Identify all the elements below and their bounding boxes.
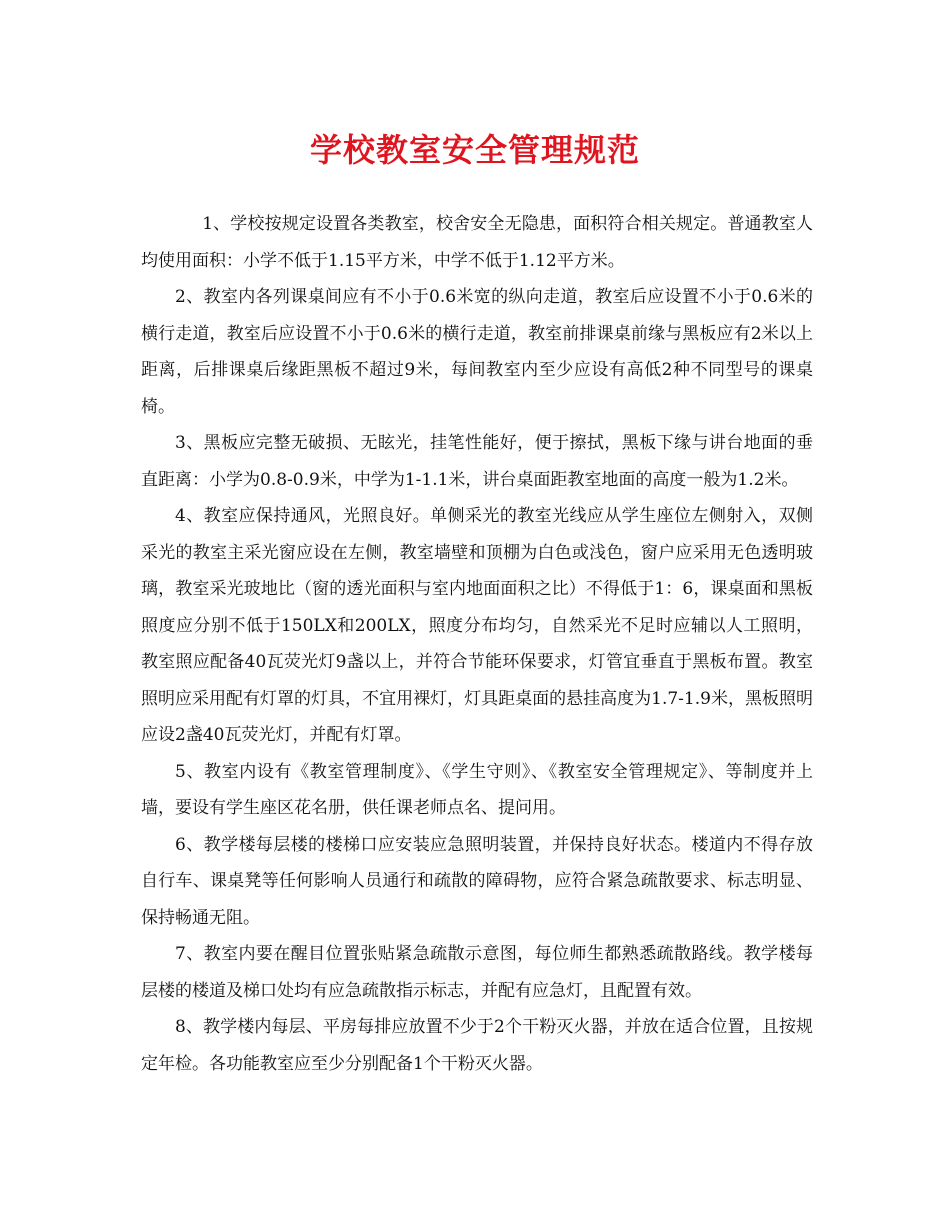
- paragraph-7: 7、教室内要在醒目位置张贴紧急疏散示意图，每位师生都熟悉疏散路线。教学楼每层楼的楼道及梯口处均有应急疏散指示标志，并配有应急灯，且配置有效。: [141, 944, 813, 1001]
- paragraph-1: 1、学校按规定设置各类教室，校舍安全无隐患，面积符合相关规定。普通教室人均使用面积：小学不低于1.15平方米，中学不低于1.12平方米。: [141, 214, 813, 271]
- paragraph-6: 6、教学楼每层楼的楼梯口应安装应急照明装置，并保持良好状态。楼道内不得存放自行车、课桌凳等任何影响人员通行和疏散的障碍物，应符合紧急疏散要求、标志明显、保持畅通无阻。: [141, 834, 813, 928]
- paragraph-4: 4、教室应保持通风，光照良好。单侧采光的教室光线应从学生座位左侧射入，双侧采光的教室主采光窗应设在左侧，教室墙壁和顶棚为白色或浅色，窗户应采用无色透明玻璃，教室采光玻地比（窗的透光面积与室内地面面积之比）不得低于1：6，课桌面和黑板照度应分别不低于150LX和200LX，照度分布均匀，自然采光不足时应辅以人工照明，教室照应配备40瓦荧光灯9盏以上，并符合节能环保要求，灯管宜垂直于黑板布置。教室照明应采用配有灯罩的灯具，不宜用裸灯，灯具距桌面的悬挂高度为1.7-1.9米，黑板照明应设2盏40瓦荧光灯，并配有灯罩。: [141, 506, 813, 745]
- paragraph-8: 8、教学楼内每层、平房每排应放置不少于2个干粉灭火器，并放在适合位置，且按规定年检。各功能教室应至少分别配备1个干粉灭火器。: [141, 1017, 813, 1074]
- paragraph-3: 3、黑板应完整无破损、无眩光，挂笔性能好，便于擦拭，黑板下缘与讲台地面的垂直距离：小学为0.8-0.9米，中学为1-1.1米，讲台桌面距教室地面的高度一般为1.2米。: [141, 433, 813, 490]
- paragraph-2: 2、教室内各列课桌间应有不小于0.6米宽的纵向走道，教室后应设置不小于0.6米的横行走道，教室后应设置不小于0.6米的横行走道，教室前排课桌前缘与黑板应有2米以上距离，后排课桌后缘距黑板不超过9米，每间教室内至少应设有高低2种不同型号的课桌椅。: [141, 287, 813, 417]
- paragraph-5: 5、教室内设有《教室管理制度》、《学生守则》、《教室安全管理规定》、等制度并上墙，要设有学生座区花名册，供任课老师点名、提问用。: [141, 761, 813, 818]
- document-body: [141, 206, 813, 1082]
- document-title: 学校教室安全管理规范: [309, 131, 640, 169]
